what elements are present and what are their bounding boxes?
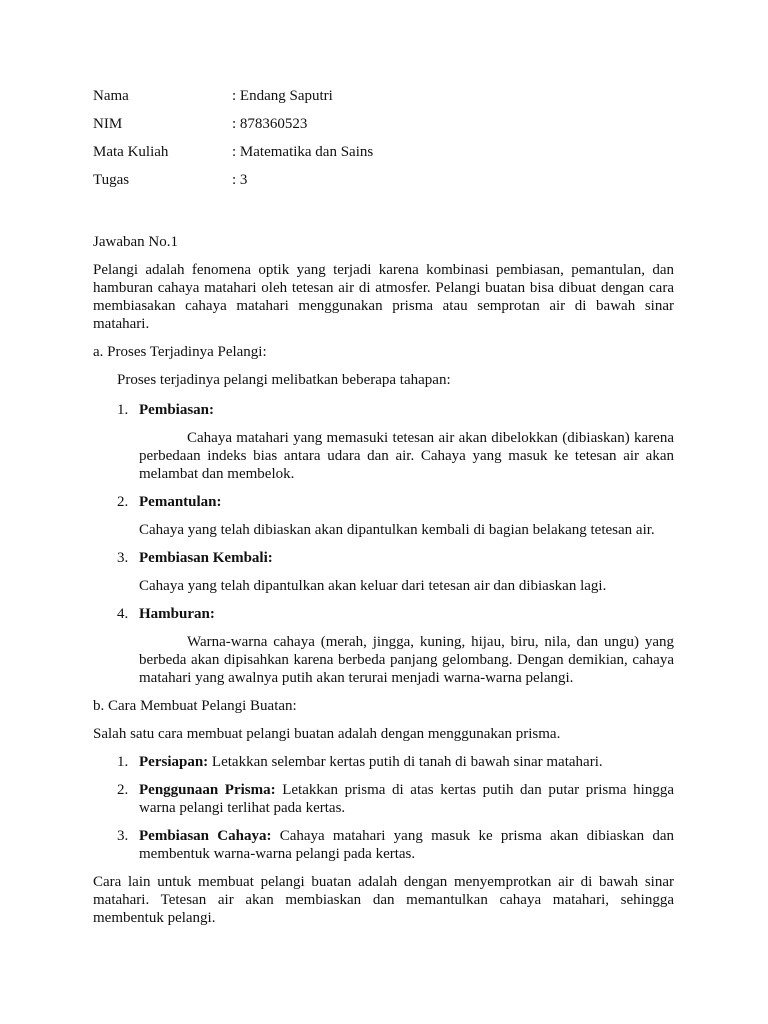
list-title: Pembiasan Cahaya: bbox=[139, 828, 272, 844]
step-body: Cahaya yang telah dipantulkan akan keluar dari tetesan air dan dibiaskan lagi. bbox=[139, 578, 607, 594]
document-page bbox=[93, 87, 674, 927]
step-item bbox=[93, 493, 674, 539]
info-label: Nama bbox=[93, 88, 129, 104]
step-title: Pembiasan Kembali: bbox=[139, 550, 273, 566]
step-body: Cahaya matahari yang memasuki tetesan air akan dibelokkan (dibiaskan) karena perbedaan indeks bias antara udara dan air. Cahaya yang masuk ke tetesan air akan melambat dan membelok. bbox=[139, 430, 674, 482]
list-number: 3. bbox=[117, 828, 129, 844]
step-title: Hamburan: bbox=[139, 606, 215, 622]
process-steps bbox=[93, 401, 674, 687]
info-row-tugas bbox=[93, 171, 674, 199]
info-row-nim bbox=[93, 115, 674, 143]
list-body: Cahaya matahari yang masuk ke prisma akan dibiaskan dan membentuk warna-warna pelangi pada kertas. bbox=[139, 828, 674, 862]
list-item bbox=[117, 781, 674, 817]
list-body: Letakkan prisma di atas kertas putih dan putar prisma hingga warna pelangi terlihat pada kertas. bbox=[139, 782, 674, 816]
info-label: Tugas bbox=[93, 172, 130, 188]
list-title: Penggunaan Prisma: bbox=[139, 782, 276, 798]
step-item bbox=[93, 401, 674, 483]
info-row-nama bbox=[93, 87, 674, 115]
student-info bbox=[93, 87, 674, 199]
list-item bbox=[117, 827, 674, 863]
step-item bbox=[93, 549, 674, 595]
info-value: : Endang Saputri bbox=[232, 88, 333, 104]
list-item bbox=[117, 753, 674, 771]
step-number: 4. bbox=[117, 606, 129, 622]
step-title: Pemantulan: bbox=[139, 494, 222, 510]
list-text bbox=[139, 753, 674, 771]
closing-paragraph: Cara lain untuk membuat pelangi buatan adalah dengan menyemprotkan air di bawah sinar matahari. Tetesan air akan membiaskan dan memantulkan cahaya matahari, sehingga membentuk pelangi. bbox=[93, 874, 674, 926]
list-text bbox=[139, 781, 674, 817]
intro-paragraph: Pelangi adalah fenomena optik yang terjadi karena kombinasi pembiasan, pemantulan, dan hamburan cahaya matahari oleh tetesan air di atmosfer. Pelangi buatan bisa dibuat dengan cara membiasakan cahaya matahari menggunakan prisma atau semprotan air di bawah sinar matahari. bbox=[93, 262, 674, 332]
info-row-mata-kuliah bbox=[93, 143, 674, 171]
info-label: Mata Kuliah bbox=[93, 144, 169, 160]
list-number: 2. bbox=[117, 782, 129, 798]
section-b-title: b. Cara Membuat Pelangi Buatan: bbox=[93, 698, 297, 714]
step-number: 2. bbox=[117, 494, 129, 510]
section-b-lead: Salah satu cara membuat pelangi buatan adalah dengan menggunakan prisma. bbox=[93, 726, 561, 742]
step-number: 1. bbox=[117, 402, 129, 418]
step-title: Pembiasan: bbox=[139, 402, 214, 418]
info-value: : Matematika dan Sains bbox=[232, 144, 374, 160]
section-a-lead: Proses terjadinya pelangi melibatkan beberapa tahapan: bbox=[117, 372, 451, 388]
answer-title: Jawaban No.1 bbox=[93, 234, 178, 250]
prism-steps bbox=[93, 753, 674, 863]
step-number: 3. bbox=[117, 550, 129, 566]
list-number: 1. bbox=[117, 754, 129, 770]
info-label: NIM bbox=[93, 116, 123, 132]
list-body: Letakkan selembar kertas putih di tanah di bawah sinar matahari. bbox=[208, 754, 603, 770]
section-a-title: a. Proses Terjadinya Pelangi: bbox=[93, 344, 267, 360]
step-body: Cahaya yang telah dibiaskan akan dipantulkan kembali di bagian belakang tetesan air. bbox=[139, 522, 655, 538]
info-value: : 878360523 bbox=[232, 116, 308, 132]
step-item bbox=[93, 605, 674, 687]
list-text bbox=[139, 827, 674, 863]
info-value: : 3 bbox=[232, 172, 248, 188]
step-body: Warna-warna cahaya (merah, jingga, kuning, hijau, biru, nila, dan ungu) yang berbeda akan dipisahkan karena berbeda panjang gelombang. Dengan demikian, cahaya matahari yang awalnya putih akan terurai menjadi warna-warna pelangi. bbox=[139, 634, 674, 686]
list-title: Persiapan: bbox=[139, 754, 209, 770]
